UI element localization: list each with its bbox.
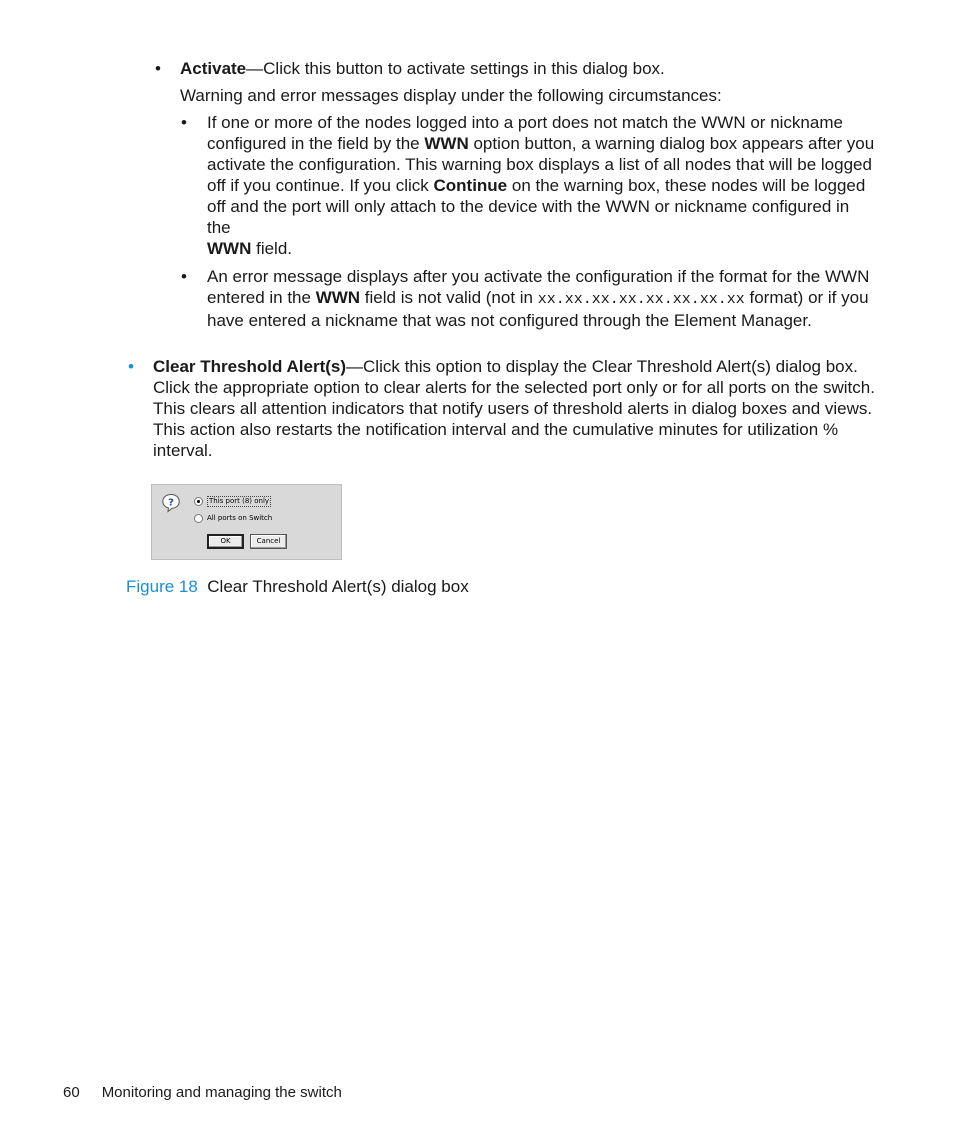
footer-section-title: Monitoring and managing the switch [101, 1084, 342, 1101]
page-footer [63, 1082, 342, 1103]
wwn-term: WWN [315, 288, 361, 307]
figure-label: Figure 18 [126, 577, 198, 596]
text-run: If one or more of the nodes logged into a port does not match the WWN or nickname configured in the field by the [207, 113, 843, 153]
text-run: option button, a warning dialog box appears after you activate the configuration. This warning box displays a list of all nodes that will be logged off if you continue. If you click [207, 134, 875, 195]
sub-bullet-marker: • [181, 113, 187, 132]
clear-threshold-term: Clear Threshold Alert(s) [153, 357, 347, 376]
question-icon [161, 493, 181, 513]
activate-term: Activate [180, 59, 247, 78]
clear-threshold-description: —Click this option to display the Clear Threshold Alert(s) dialog box. Click the appropriate option to clear alerts for the selected port only or for all ports on the switch. This clears all attention indicators that notify users of threshold alerts in dialog boxes and views. This action also restarts the notification interval and the cumulative minutes for utilization % interval. [153, 357, 875, 460]
figure-title: Clear Threshold Alert(s) dialog box [207, 577, 469, 596]
wwn-format-code: xx.xx.xx.xx.xx.xx.xx.xx [537, 291, 745, 308]
text-run: field is not valid (not in [360, 288, 538, 307]
activate-item [180, 58, 880, 79]
bullet-marker: • [128, 357, 134, 376]
text-run: on the warning box, these nodes will be logged off and the port will only attach to the device with the WWN or nickname configured in the [207, 176, 866, 237]
warning-circumstance-paragraph [207, 112, 877, 259]
bullet-marker: • [155, 59, 161, 78]
this-port-option[interactable] [194, 496, 271, 507]
wwn-term: WWN [207, 239, 252, 258]
all-ports-option[interactable] [194, 514, 272, 523]
sub-bullet-marker: • [181, 267, 187, 286]
text-run: field. [251, 239, 293, 258]
radio-unselected[interactable] [194, 514, 203, 523]
error-circumstance-paragraph [207, 266, 877, 331]
this-port-label: This port (8) only [209, 497, 270, 505]
continue-term: Continue [433, 176, 508, 195]
svg-text:?: ? [168, 497, 174, 509]
text-run: An error message displays after you activate the configuration if the format for the WWN entered in the [207, 267, 870, 307]
radio-selected[interactable] [194, 497, 203, 506]
figure-caption [126, 576, 469, 597]
all-ports-label: All ports on Switch [207, 514, 273, 522]
clear-threshold-item [153, 356, 878, 461]
wwn-term: WWN [424, 134, 469, 153]
text-run: format) or if you have entered a nickname that was not configured through the Element Manager. [207, 288, 869, 330]
activate-description: —Click this button to activate settings in this dialog box. [246, 59, 665, 78]
cancel-button[interactable]: Cancel [250, 534, 287, 549]
ok-button[interactable]: OK [207, 534, 244, 549]
warning-intro: Warning and error messages display under the following circumstances: [180, 86, 722, 105]
clear-threshold-dialog [151, 484, 342, 560]
page-number: 60 [63, 1084, 80, 1101]
